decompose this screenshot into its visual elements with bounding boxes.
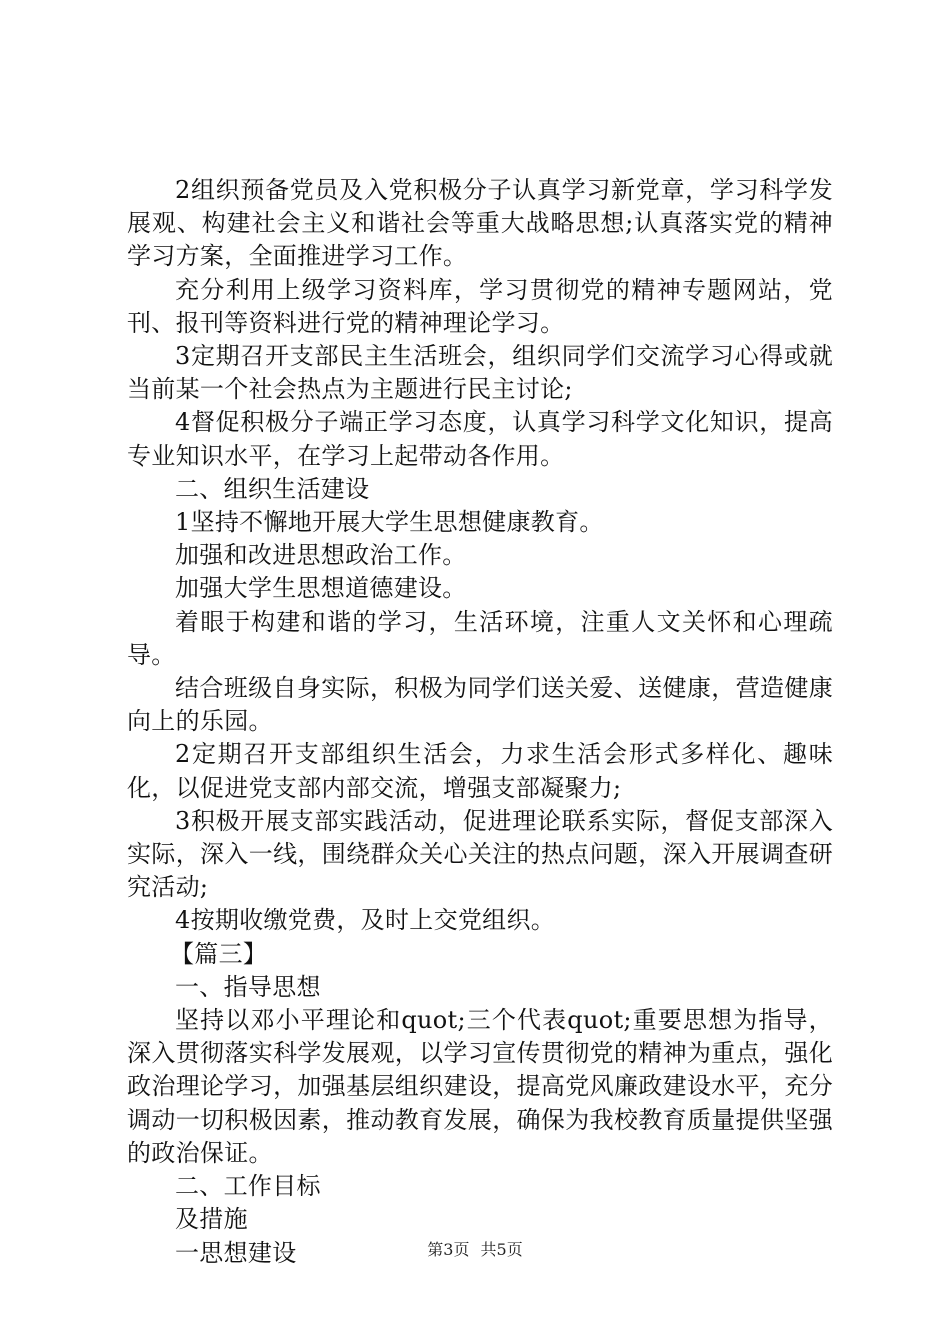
page-total: 共5页: [480, 1240, 523, 1259]
chapter-heading: 【篇三】: [170, 939, 268, 968]
paragraph: 充分利用上级学习资料库，学习贯彻党的精神专题网站，党刊、报刊等资料进行党的精神理论学习。: [127, 275, 833, 337]
paragraph: 1坚持不懈地开展大学生思想健康教育。: [175, 508, 604, 537]
section-heading: 一、指导思想: [175, 972, 321, 1001]
paragraph: 结合班级自身实际，积极为同学们送关爱、送健康，营造健康向上的乐园。: [127, 674, 833, 736]
paragraph: 着眼于构建和谐的学习，生活环境，注重人文关怀和心理疏导。: [127, 607, 833, 669]
paragraph: 2组织预备党员及入党积极分子认真学习新党章，学习科学发展观、构建社会主义和谐社会等重大战略思想;认真落实党的精神学习方案，全面推进学习工作。: [127, 176, 833, 271]
paragraph: 4督促积极分子端正学习态度，认真学习科学文化知识，提高专业知识水平，在学习上起带动各作用。: [127, 408, 833, 470]
paragraph: 及措施: [175, 1205, 248, 1234]
paragraph: 加强和改进思想政治工作。: [175, 541, 467, 570]
paragraph: 坚持以邓小平理论和quot;三个代表quot;重要思想为指导，深入贯彻落实科学发展观，以学习宣传贯彻党的精神为重点，强化政治理论学习，加强基层组织建设，提高党风廉政建设水平，充分调动一切积极因素，推动教育发展，确保为我校教育质量提供坚强的政治保证。: [127, 1006, 833, 1167]
paragraph: 2定期召开支部组织生活会，力求生活会形式多样化、趣味化，以促进党支部内部交流，增强支部凝聚力;: [127, 740, 833, 802]
paragraph: 3积极开展支部实践活动，促进理论联系实际，督促支部深入实际，深入一线，围绕群众关心关注的热点问题，深入开展调查研究活动;: [127, 806, 833, 902]
section-heading: 二、组织生活建设: [175, 474, 370, 503]
paragraph: 加强大学生思想道德建设。: [175, 574, 467, 603]
section-heading: 二、工作目标: [175, 1172, 321, 1201]
page-number: 第3页: [427, 1240, 470, 1259]
document-body: [127, 174, 833, 1270]
paragraph: 3定期召开支部民主生活班会，组织同学们交流学习心得或就当前某一个社会热点为主题进行民主讨论;: [127, 342, 833, 404]
section-heading: 一思想建设: [175, 1238, 297, 1267]
paragraph: 4按期收缴党费，及时上交党组织。: [175, 906, 556, 935]
page-footer: [0, 1240, 950, 1260]
